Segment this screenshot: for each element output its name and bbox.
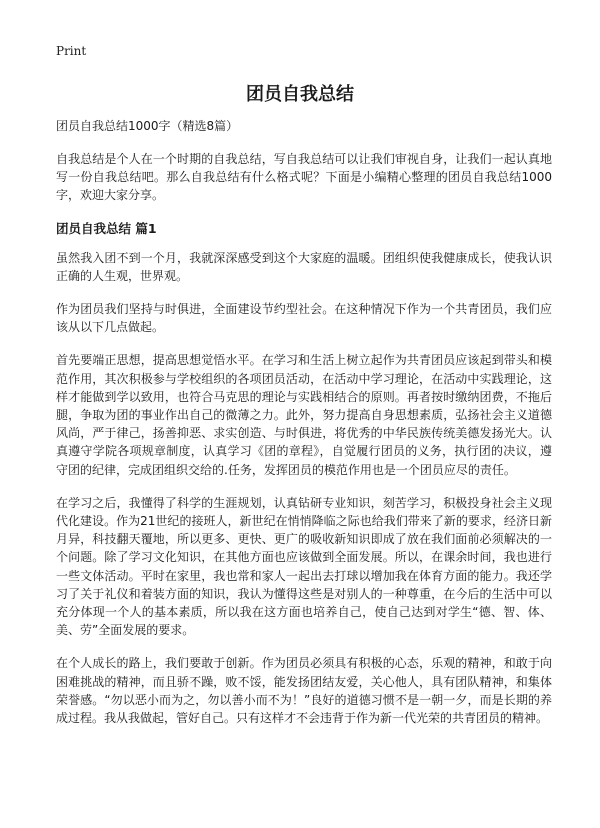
print-link[interactable]: Print bbox=[56, 44, 87, 58]
body-paragraph: 虽然我入团不到一个月，我就深深感受到这个大家庭的温暖。团组织使我健康成长，使我认识正确的人生观，世界观。 bbox=[56, 250, 552, 283]
document-subtitle: 团员自我总结1000字（精选8篇） bbox=[56, 119, 239, 133]
body-paragraph: 在个人成长的路上，我们要敢于创新。作为团员必须具有积极的心态，乐观的精神，和敢于向困难挑战的精神，而且骄不躁，败不馁，能发扬团结友爱，关心他人，具有团队精神，和集体荣誉感。“勿以恶小而为之，勿以善小而不为！”良好的道德习惯不是一朝一夕，而是长期的养成过程。我从我做起，管好自己。只有这样才不会违背于作为新一代光荣的共青团员的精神。 bbox=[56, 656, 552, 726]
body-paragraph: 首先要端正思想，提高思想觉悟水平。在学习和生活上树立起作为共青团员应该起到带头和模范作用，其次积极参与学校组织的各项团员活动，在活动中学习理论，在活动中实践理论，这样才能做到学以致用，也符合马克思的理论与实践相结合的原则。再者按时缴纳团费，不拖后腿，争取为团的事业作出自己的微薄之力。此外，努力提高自身思想素质，弘扬社会主义道德风尚，严于律己，扬善抑恶、求实创造、与时俱进，将优秀的中华民族传统美德发扬光大。认真遵守学院各项规章制度，认真学习《团的章程》，自觉履行团员的义务，执行团的决议，遵守团的纪律，完成团组织交给的.任务，发挥团员的模范作用也是一个团员应尽的责任。 bbox=[56, 353, 552, 477]
body-paragraph: 作为团员我们坚持与时俱进，全面建设节约型社会。在这种情况下作为一个共青团员，我们应该从以下几点做起。 bbox=[56, 302, 552, 335]
document-body bbox=[56, 118, 552, 742]
body-paragraph: 在学习之后，我懂得了科学的生涯规划，认真钻研专业知识，刻苦学习，积极投身社会主义现代化建设。作为21世纪的接班人，新世纪在悄悄降临之际也给我们带来了新的要求，经济日新月异，科技翻天覆地，所以更多、更快、更广的吸收新知识即成了放在我们面前必须解决的一个问题。除了学习文化知识，在其他方面也应该做到全面发展。所以，在课余时间，我也进行一些文体活动。平时在家里，我也常和家人一起出去打球以增加我在体育方面的能力。我还学习了关于礼仪和着装方面的知识，我认为懂得这些是对别人的一种尊重，在今后的生活中可以充分体现一个人的基本素质，所以我在这方面也培养自己，使自己达到对学生“德、智、体、美、劳”全面发展的要求。 bbox=[56, 495, 552, 638]
page-title: 团员自我总结 bbox=[246, 84, 354, 105]
section-heading: 团员自我总结 篇1 bbox=[56, 220, 157, 236]
intro-paragraph: 自我总结是个人在一个时期的自我总结，写自我总结可以让我们审视自身，让我们一起认真地写一份自我总结吧。那么自我总结有什么格式呢？下面是小编精心整理的团员自我总结1000字，欢迎大家分享。 bbox=[56, 152, 552, 203]
